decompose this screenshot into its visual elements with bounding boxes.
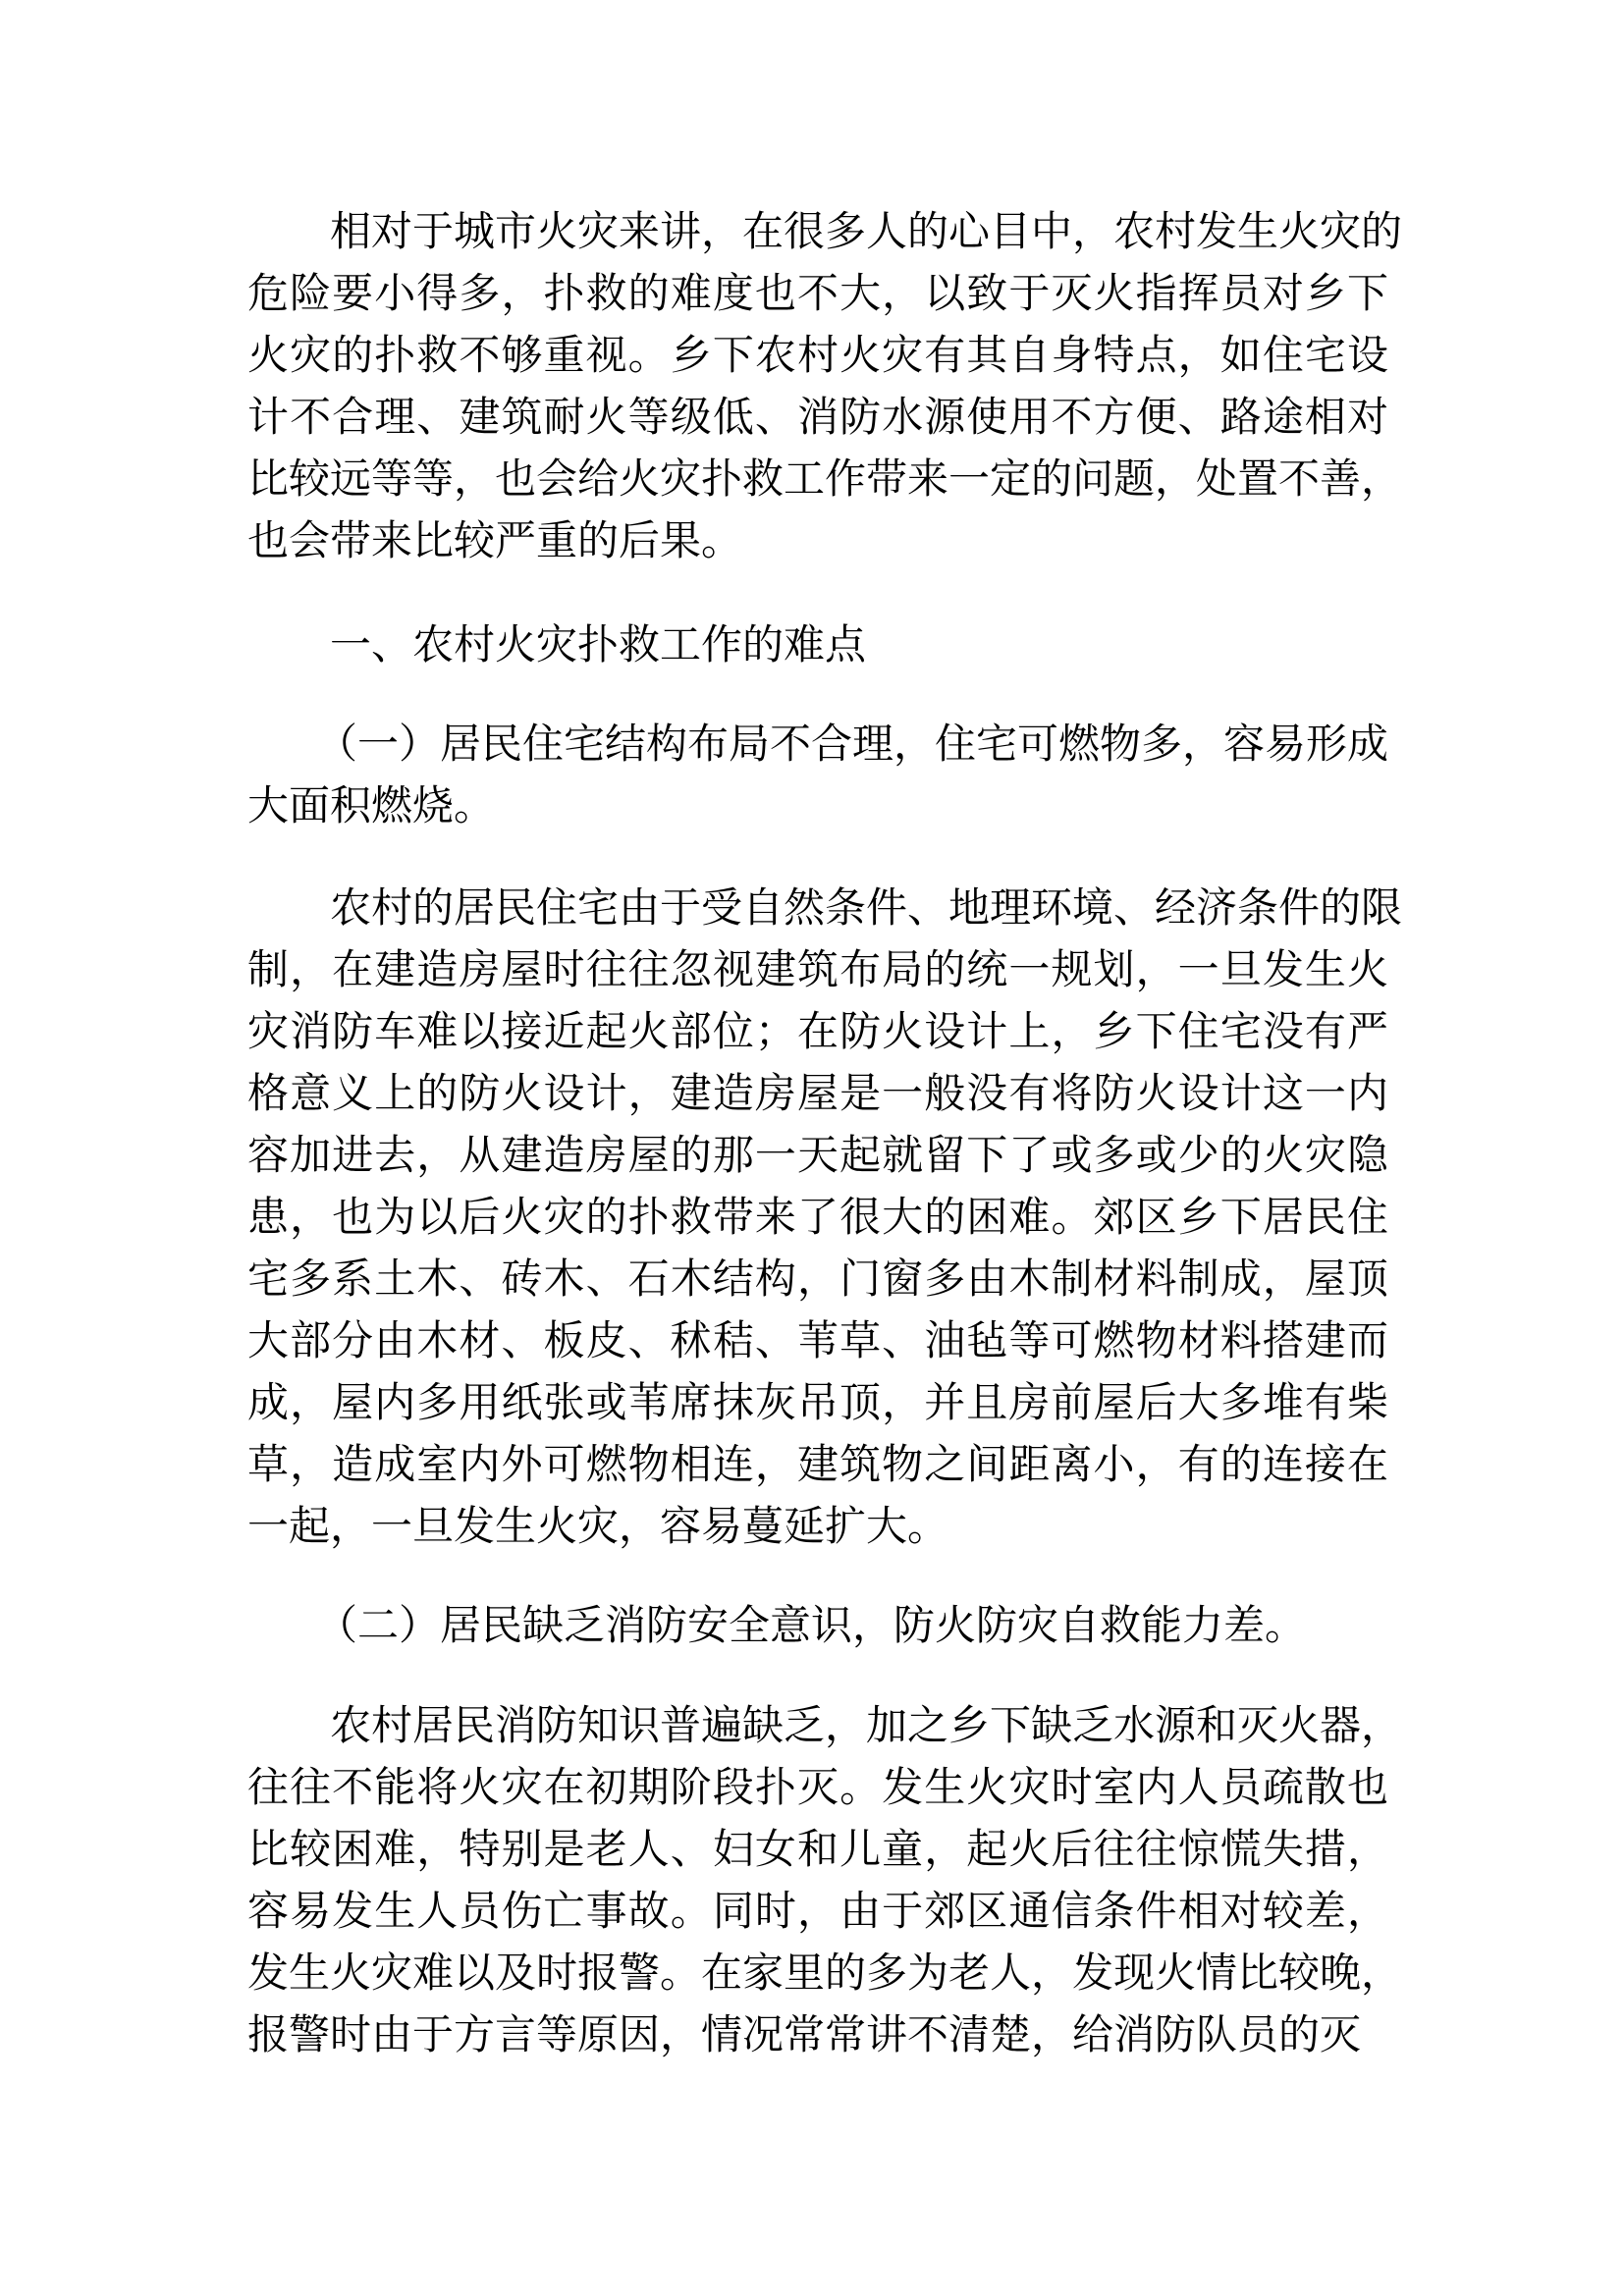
text-line: （一）居民住宅结构布局不合理，住宅可燃物多，容易形成 <box>316 720 1389 768</box>
text-line: 成，屋内多用纸张或苇席抹灰吊顶，并且房前屋后大多堆有柴 <box>247 1378 1388 1426</box>
text-line: 灾消防车难以接近起火部位；在防火设计上，乡下住宅没有严 <box>247 1007 1388 1055</box>
text-line: 也会带来比较严重的后果。 <box>247 516 743 564</box>
subheading-safety-awareness <box>247 1594 1388 1656</box>
text-line: 容加进去，从建造房屋的那一天起就留下了或多或少的火灾隐 <box>247 1131 1388 1179</box>
text-line: （二）居民缺乏消防安全意识，防火防灾自救能力差。 <box>316 1601 1307 1649</box>
text-line: 比较困难，特别是老人、妇女和儿童，起火后往往惊慌失措， <box>247 1825 1388 1873</box>
paragraph-intro <box>247 200 1403 571</box>
subheading-housing-layout <box>247 713 1388 836</box>
text-line: 宅多系土木、砖木、石木结构，门窗多由木制材料制成，屋顶 <box>247 1255 1388 1303</box>
text-line: 容易发生人员伤亡事故。同时，由于郊区通信条件相对较差， <box>247 1887 1388 1935</box>
text-line: 比较远等等，也会给火灾扑救工作带来一定的问题，处置不善， <box>247 454 1403 503</box>
text-line: 计不合理、建筑耐火等级低、消防水源使用不方便、路途相对 <box>247 393 1388 441</box>
text-line: 一起，一旦发生火灾，容易蔓延扩大。 <box>247 1502 949 1550</box>
text-line: 农村的居民住宅由于受自然条件、地理环境、经济条件的限 <box>330 883 1403 932</box>
paragraph-safety-details <box>247 1694 1403 2065</box>
text-line: 往往不能将火灾在初期阶段扑灭。发生火灾时室内人员疏散也 <box>247 1763 1388 1811</box>
text-line: 大面积燃烧。 <box>247 781 496 829</box>
text-line: 报警时由于方言等原因，情况常常讲不清楚，给消防队员的灭 <box>247 2010 1362 2058</box>
text-line: 大部分由木材、板皮、秫秸、苇草、油毡等可燃物材料搭建而 <box>247 1316 1388 1364</box>
text-line: 火灾的扑救不够重视。乡下农村火灾有其自身特点，如住宅设 <box>247 331 1388 379</box>
text-line: 制，在建造房屋时往往忽视建筑布局的统一规划，一旦发生火 <box>247 945 1388 993</box>
paragraph-housing-details <box>247 877 1403 1557</box>
text-line: 相对于城市火灾来讲，在很多人的心目中，农村发生火灾的 <box>330 207 1403 255</box>
text-line: 格意义上的防火设计，建造房屋是一般没有将防火设计这一内 <box>247 1069 1388 1117</box>
text-line: 危险要小得多，扑救的难度也不大，以致于灭火指挥员对乡下 <box>247 269 1388 317</box>
text-line: 患，也为以后火灾的扑救带来了很大的困难。郊区乡下居民住 <box>247 1193 1388 1241</box>
text-line: 农村居民消防知识普遍缺乏，加之乡下缺乏水源和灭火器， <box>330 1701 1403 1749</box>
section-heading-difficulties <box>247 614 1388 675</box>
text-line: 发生火灾难以及时报警。在家里的多为老人，发现火情比较晚， <box>247 1949 1403 1997</box>
text-line: 一、农村火灾扑救工作的难点 <box>330 620 867 668</box>
text-line: 草，造成室内外可燃物相连，建筑物之间距离小，有的连接在 <box>247 1440 1388 1488</box>
